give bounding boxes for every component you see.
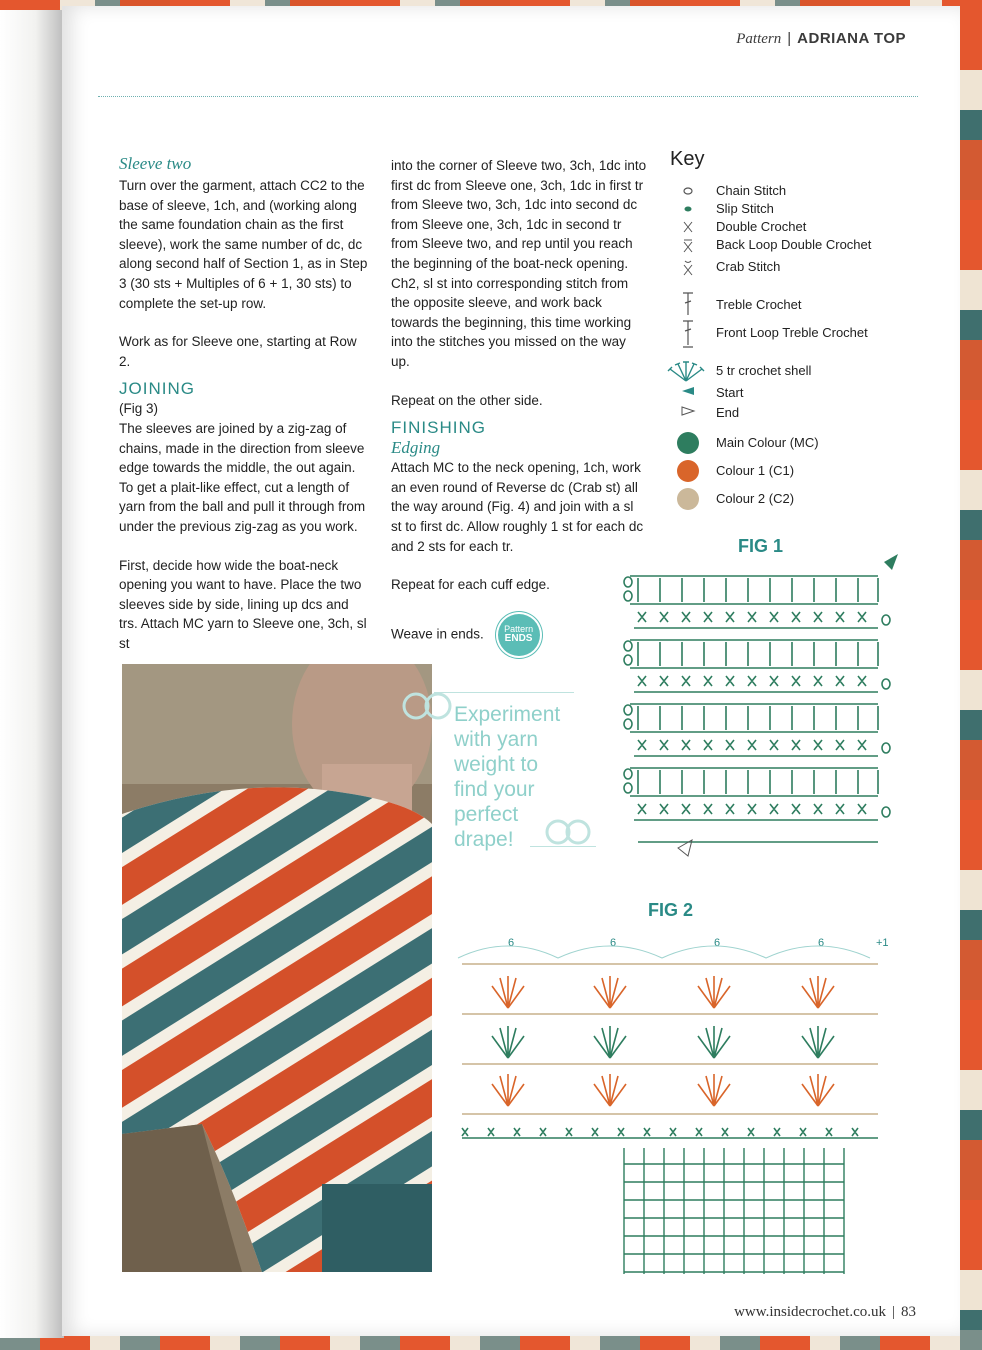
key-item-treble-crochet xyxy=(670,291,910,319)
sleeve-two-paragraph-2: Work as for Sleeve one, starting at Row 2. xyxy=(119,334,357,369)
fig2-mc-shells xyxy=(462,1026,878,1138)
key-label: End xyxy=(716,405,740,420)
header-title: ADRIANA TOP xyxy=(797,30,906,47)
key-label: Front Loop Treble Crochet xyxy=(716,325,868,340)
col2-paragraph-5: Weave in ends. xyxy=(391,626,484,642)
key-item-colour-1 xyxy=(670,459,910,487)
key-item-crab-stitch xyxy=(670,259,910,291)
key-label: Colour 1 (C1) xyxy=(716,463,795,478)
front-loop-tr-icon xyxy=(670,319,706,352)
garment-photo-image xyxy=(122,664,432,1272)
sleeve-two-heading: Sleeve two xyxy=(119,154,192,173)
mc-swatch xyxy=(670,431,706,458)
key-item-end xyxy=(670,405,910,431)
sleeve-two-paragraph-1: Turn over the garment, attach CC2 to the base of sleeve, 1ch, and (working along the same foundation chain as the first sleeve), work the same number of dc, dc along second half of Section 1, as in Step 3 (30 sts + Multiples of 6 + 1, 30 sts) to complete the set-up row. xyxy=(119,178,368,311)
key-item-colour-2 xyxy=(670,487,910,515)
footer-separator: | xyxy=(891,1304,895,1320)
key-label: Chain Stitch xyxy=(716,183,787,198)
chain-stitch-icon xyxy=(670,183,706,200)
key-label: Back Loop Double Crochet xyxy=(716,237,872,252)
stitch-key xyxy=(670,148,910,515)
c1-swatch xyxy=(670,459,706,486)
key-item-chain-stitch xyxy=(670,183,910,201)
end-icon xyxy=(670,405,706,420)
fig2-chart xyxy=(448,928,908,1288)
fig1-chart xyxy=(608,552,908,862)
quote-rule-top xyxy=(434,692,574,693)
fig2-repeat-label: 6 xyxy=(610,937,617,949)
crab-stitch-icon xyxy=(670,259,706,280)
key-label: Double Crochet xyxy=(716,219,807,234)
key-item-main-colour xyxy=(670,431,910,459)
finishing-heading: FINISHING xyxy=(391,418,486,438)
fig2-c1-shells xyxy=(492,976,834,1106)
key-item-front-loop-tr xyxy=(670,319,910,359)
header-separator: | xyxy=(787,30,792,47)
joining-paragraph-1: The sleeves are joined by a zig-zag of chains, made in the direction from sleeve edge towards the middle, the out again. To get a plait-like effect, cut a length of yarn from the ball and pull it through from under the previous zig-zag as you work. xyxy=(119,420,366,534)
key-label: Colour 2 (C2) xyxy=(716,491,795,506)
fig1-rows xyxy=(624,576,890,842)
col2-paragraph-4: Repeat for each cuff edge. xyxy=(391,577,550,593)
header-divider xyxy=(98,96,918,97)
pattern-ends-badge xyxy=(498,614,540,656)
badge-line-2: ENDS xyxy=(504,632,533,644)
header-section-label: Pattern xyxy=(736,31,782,47)
joining-fig-ref: (Fig 3) xyxy=(119,401,159,417)
fig2-title: FIG 2 xyxy=(648,900,694,920)
shell-icon xyxy=(670,359,706,386)
fig1-title: FIG 1 xyxy=(738,536,784,556)
page-header xyxy=(736,30,906,48)
page-number: 83 xyxy=(901,1304,916,1320)
fig2-repeat-label: 6 xyxy=(508,937,515,949)
key-item-slip-stitch xyxy=(670,201,910,219)
fig2-repeat-label: 6 xyxy=(818,937,825,949)
page-footer xyxy=(734,1304,916,1321)
garment-photo xyxy=(122,664,432,1272)
col2-paragraph-1: into the corner of Sleeve two, 3ch, 1dc into first dc from Sleeve one, 3ch, 1dc in first tr from Sleeve two, 3ch, 1dc into second dc from Sleeve one, 3ch, 1dc in second tr from Sleeve two, and rep until you reach the beginning of the boat-neck opening. Ch2, sl st into corresponding stitch from the opposite sleeve, and work back towards the beginning, this time working into the stitches you missed on the way up. xyxy=(391,158,647,369)
col2-paragraph-3: Attach MC to the neck opening, 1ch, work an even round of Reverse dc (Crab st) all the way around (Fig. 4) and join with a sl st to first dc. Allow roughly 1 st for each dc and 2 sts for each tr. xyxy=(391,460,644,554)
fig2-repeat-label: +1 xyxy=(876,937,889,949)
edging-heading: Edging xyxy=(391,438,441,458)
key-label: Slip Stitch xyxy=(716,201,774,216)
badge-line-1: Pattern xyxy=(504,623,534,634)
key-title: Key xyxy=(670,148,705,170)
col2-paragraph-2: Repeat on the other side. xyxy=(391,392,543,408)
magazine-page xyxy=(62,6,960,1336)
double-crochet-icon xyxy=(670,219,706,236)
key-label: 5 tr crochet shell xyxy=(716,363,812,378)
treble-crochet-icon xyxy=(670,291,706,320)
key-label: Main Colour (MC) xyxy=(716,435,819,450)
key-item-start xyxy=(670,385,910,405)
footer-url[interactable]: www.insidecrochet.co.uk xyxy=(734,1304,886,1320)
key-item-shell xyxy=(670,359,910,385)
c2-swatch xyxy=(670,487,706,514)
back-loop-dc-icon xyxy=(670,237,706,258)
key-item-double-crochet xyxy=(670,219,910,237)
pull-quote: Experiment with yarn weight to find your perfect drape! xyxy=(454,703,561,851)
key-label: Treble Crochet xyxy=(716,297,802,312)
key-label: Crab Stitch xyxy=(716,259,781,274)
fig2-repeat-label: 6 xyxy=(714,937,721,949)
key-label: Start xyxy=(716,385,744,400)
fig2-cuff-grid xyxy=(624,1148,844,1274)
left-page-edge xyxy=(0,10,64,1338)
slip-stitch-icon xyxy=(670,201,706,218)
text-column-1 xyxy=(119,154,369,672)
speech-bubbles-icon xyxy=(544,814,594,850)
joining-heading: JOINING xyxy=(119,379,195,399)
start-icon xyxy=(670,385,706,400)
joining-paragraph-2: First, decide how wide the boat-neck opening you want to have. Place the two sleeves side by side, lining up dcs and trs. Attach MC yarn to Sleeve one, 3ch, sl st xyxy=(119,557,367,651)
fig1-start-marker xyxy=(884,554,898,570)
key-item-back-loop-dc xyxy=(670,237,910,259)
